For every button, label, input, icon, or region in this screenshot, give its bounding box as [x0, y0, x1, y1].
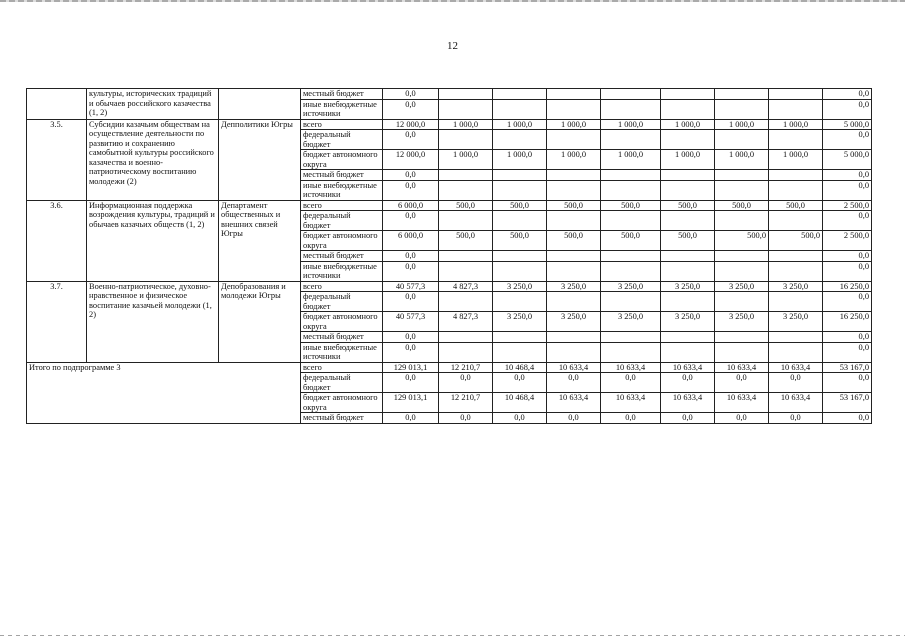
executor-cell: Департамент общественных и внешних связей Югры — [219, 200, 301, 281]
final-cell: 0,0 — [823, 211, 872, 231]
value-cell: 0,0 — [661, 413, 715, 424]
value-cell: 1 000,0 — [715, 119, 769, 130]
value-cell: 10 468,4 — [493, 393, 547, 413]
value-cell: 129 013,1 — [383, 362, 439, 373]
value-cell: 500,0 — [715, 231, 769, 251]
scan-edge-bottom — [0, 635, 905, 636]
page-number: 12 — [447, 40, 458, 52]
value-cell: 0,0 — [547, 413, 601, 424]
total-cell: 0,0 — [383, 332, 439, 343]
value-cell: 0,0 — [661, 373, 715, 393]
row-number-cell — [27, 89, 87, 120]
measure-name-cell: Информационная поддержка возрождения культуры, традиций и обычаев казачьих обществ (1, 2) — [87, 200, 219, 281]
value-cell: 0,0 — [383, 373, 439, 393]
row-number-cell: 3.5. — [27, 119, 87, 200]
value-cell: 3 250,0 — [493, 312, 547, 332]
summary-row — [27, 362, 872, 373]
value-cell: 1 000,0 — [601, 150, 661, 170]
value-cell: 10 633,4 — [661, 393, 715, 413]
value-cell: 40 577,3 — [383, 281, 439, 292]
measure-name-cell: культуры, исторических традиций и обычаев российского казачества (1, 2) — [87, 89, 219, 120]
row-number-cell: 3.6. — [27, 200, 87, 281]
final-cell: 0,0 — [823, 342, 872, 362]
value-cell: 500,0 — [601, 231, 661, 251]
value-cell: 0,0 — [601, 413, 661, 424]
value-cell: 12 000,0 — [383, 119, 439, 130]
total-cell: 0,0 — [383, 261, 439, 281]
value-cell: 500,0 — [661, 231, 715, 251]
value-cell: 0,0 — [769, 413, 823, 424]
value-cell: 1 000,0 — [493, 150, 547, 170]
value-cell: 10 633,4 — [715, 362, 769, 373]
value-cell: 2 500,0 — [823, 200, 872, 211]
table-row — [27, 281, 872, 292]
value-cell: 10 633,4 — [547, 362, 601, 373]
value-cell: 16 250,0 — [823, 281, 872, 292]
source-cell: бюджет автономного округа — [301, 231, 383, 251]
value-cell: 5 000,0 — [823, 119, 872, 130]
total-cell: 0,0 — [383, 89, 439, 100]
source-cell: бюджет автономного округа — [301, 312, 383, 332]
value-cell: 500,0 — [439, 200, 493, 211]
value-cell: 3 250,0 — [769, 312, 823, 332]
source-cell: всего — [301, 362, 383, 373]
value-cell: 2 500,0 — [823, 231, 872, 251]
total-cell: 0,0 — [383, 170, 439, 181]
value-cell: 3 250,0 — [493, 281, 547, 292]
value-cell: 53 167,0 — [823, 393, 872, 413]
value-cell: 129 013,1 — [383, 393, 439, 413]
final-cell: 0,0 — [823, 130, 872, 150]
source-cell: иные внебюджетные источники — [301, 180, 383, 200]
value-cell: 10 633,4 — [769, 362, 823, 373]
source-cell: местный бюджет — [301, 170, 383, 181]
value-cell: 500,0 — [661, 200, 715, 211]
value-cell: 3 250,0 — [769, 281, 823, 292]
source-cell: федеральный бюджет — [301, 130, 383, 150]
table-row — [27, 119, 872, 130]
value-cell: 0,0 — [383, 413, 439, 424]
value-cell: 1 000,0 — [493, 119, 547, 130]
budget-table — [26, 88, 872, 424]
value-cell: 1 000,0 — [547, 150, 601, 170]
executor-cell — [219, 89, 301, 120]
final-cell: 0,0 — [823, 332, 872, 343]
value-cell: 12 210,7 — [439, 362, 493, 373]
value-cell: 500,0 — [547, 231, 601, 251]
value-cell: 500,0 — [769, 231, 823, 251]
source-cell: федеральный бюджет — [301, 373, 383, 393]
value-cell: 0,0 — [493, 413, 547, 424]
value-cell: 3 250,0 — [547, 312, 601, 332]
source-cell: бюджет автономного округа — [301, 393, 383, 413]
source-cell: местный бюджет — [301, 413, 383, 424]
value-cell: 4 827,3 — [439, 281, 493, 292]
value-cell: 3 250,0 — [547, 281, 601, 292]
final-cell: 0,0 — [823, 170, 872, 181]
source-cell: федеральный бюджет — [301, 292, 383, 312]
value-cell: 3 250,0 — [601, 281, 661, 292]
total-cell: 0,0 — [383, 292, 439, 312]
value-cell: 1 000,0 — [439, 119, 493, 130]
value-cell: 0,0 — [439, 413, 493, 424]
value-cell: 0,0 — [547, 373, 601, 393]
total-cell: 0,0 — [383, 251, 439, 262]
value-cell: 3 250,0 — [601, 312, 661, 332]
value-cell: 500,0 — [715, 200, 769, 211]
scan-edge-top — [0, 0, 905, 2]
source-cell: всего — [301, 119, 383, 130]
value-cell: 40 577,3 — [383, 312, 439, 332]
value-cell: 1 000,0 — [661, 119, 715, 130]
value-cell: 500,0 — [601, 200, 661, 211]
value-cell: 1 000,0 — [547, 119, 601, 130]
value-cell: 10 633,4 — [547, 393, 601, 413]
value-cell: 0,0 — [493, 373, 547, 393]
total-cell: 0,0 — [383, 130, 439, 150]
measure-name-cell: Субсидии казачьим обществам на осуществление деятельности по развитию и сохранению самобытной культуры российского казачества и военно-патриотическому воспитанию молодежи (2) — [87, 119, 219, 200]
value-cell: 10 633,4 — [715, 393, 769, 413]
final-cell: 0,0 — [823, 251, 872, 262]
value-cell: 1 000,0 — [715, 150, 769, 170]
value-cell: 3 250,0 — [715, 312, 769, 332]
source-cell: местный бюджет — [301, 89, 383, 100]
value-cell: 3 250,0 — [661, 281, 715, 292]
total-cell: 0,0 — [383, 211, 439, 231]
value-cell: 1 000,0 — [439, 150, 493, 170]
value-cell: 0,0 — [601, 373, 661, 393]
measure-name-cell: Военно-патриотическое, духовно-нравственное и физическое воспитание казачьей молодежи (1, 2) — [87, 281, 219, 362]
total-cell: 0,0 — [383, 99, 439, 119]
value-cell: 0,0 — [715, 413, 769, 424]
value-cell: 3 250,0 — [661, 312, 715, 332]
value-cell: 0,0 — [769, 373, 823, 393]
value-cell: 16 250,0 — [823, 312, 872, 332]
final-cell: 0,0 — [823, 180, 872, 200]
table-row — [27, 200, 872, 211]
value-cell: 10 633,4 — [661, 362, 715, 373]
summary-label: Итого по подпрограмме 3 — [27, 362, 301, 423]
value-cell: 500,0 — [493, 200, 547, 211]
value-cell: 500,0 — [493, 231, 547, 251]
row-number-cell: 3.7. — [27, 281, 87, 362]
value-cell: 1 000,0 — [769, 150, 823, 170]
value-cell: 53 167,0 — [823, 362, 872, 373]
source-cell: местный бюджет — [301, 251, 383, 262]
final-cell: 0,0 — [823, 99, 872, 119]
final-cell: 0,0 — [823, 292, 872, 312]
value-cell: 0,0 — [823, 373, 872, 393]
value-cell: 12 000,0 — [383, 150, 439, 170]
value-cell: 0,0 — [823, 413, 872, 424]
source-cell: местный бюджет — [301, 332, 383, 343]
value-cell: 3 250,0 — [715, 281, 769, 292]
total-cell: 0,0 — [383, 342, 439, 362]
value-cell: 10 633,4 — [769, 393, 823, 413]
value-cell: 6 000,0 — [383, 200, 439, 211]
value-cell: 6 000,0 — [383, 231, 439, 251]
executor-cell: Депобразования и молодежи Югры — [219, 281, 301, 362]
value-cell: 1 000,0 — [601, 119, 661, 130]
source-cell: иные внебюджетные источники — [301, 342, 383, 362]
executor-cell: Депполитики Югры — [219, 119, 301, 200]
value-cell: 500,0 — [439, 231, 493, 251]
value-cell: 12 210,7 — [439, 393, 493, 413]
source-cell: всего — [301, 200, 383, 211]
value-cell: 0,0 — [439, 373, 493, 393]
source-cell: иные внебюджетные источники — [301, 261, 383, 281]
source-cell: иные внебюджетные источники — [301, 99, 383, 119]
value-cell: 10 468,4 — [493, 362, 547, 373]
value-cell: 5 000,0 — [823, 150, 872, 170]
total-cell: 0,0 — [383, 180, 439, 200]
value-cell: 10 633,4 — [601, 362, 661, 373]
value-cell: 10 633,4 — [601, 393, 661, 413]
value-cell: 500,0 — [769, 200, 823, 211]
value-cell: 500,0 — [547, 200, 601, 211]
value-cell: 4 827,3 — [439, 312, 493, 332]
source-cell: всего — [301, 281, 383, 292]
source-cell: бюджет автономного округа — [301, 150, 383, 170]
value-cell: 0,0 — [715, 373, 769, 393]
source-cell: федеральный бюджет — [301, 211, 383, 231]
value-cell: 1 000,0 — [661, 150, 715, 170]
value-cell: 1 000,0 — [769, 119, 823, 130]
final-cell: 0,0 — [823, 89, 872, 100]
table-row — [27, 89, 872, 100]
final-cell: 0,0 — [823, 261, 872, 281]
